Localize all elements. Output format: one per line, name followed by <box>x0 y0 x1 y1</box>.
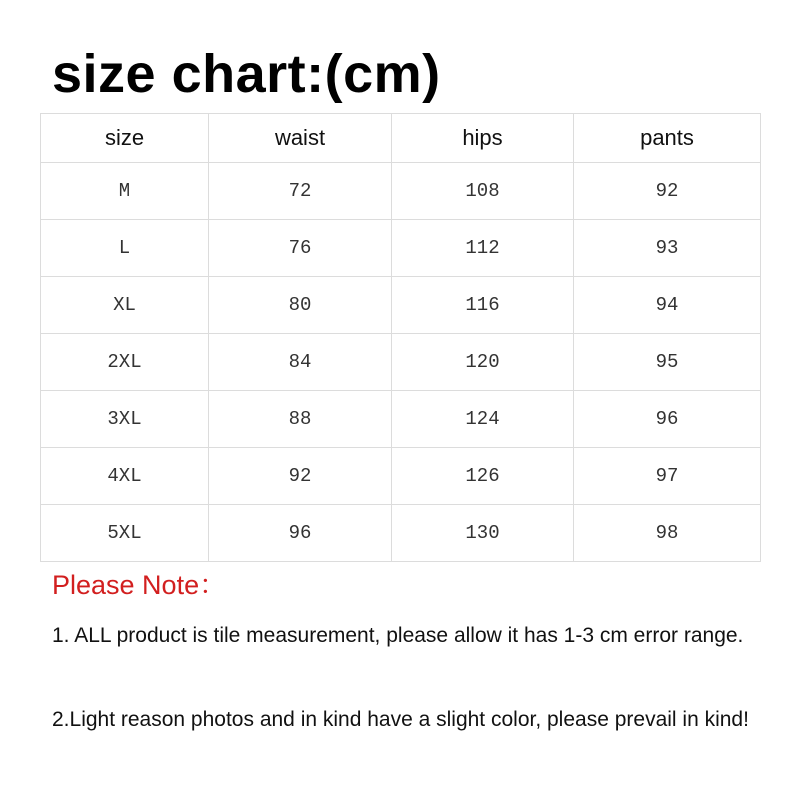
cell-hips: 112 <box>392 220 574 277</box>
table-row <box>41 220 761 277</box>
cell-waist: 88 <box>209 391 392 448</box>
cell-size: L <box>41 220 209 277</box>
page-title: size chart:(cm) <box>52 44 441 104</box>
table-row <box>41 277 761 334</box>
table-row <box>41 334 761 391</box>
cell-size: XL <box>41 277 209 334</box>
cell-pants: 92 <box>574 163 761 220</box>
cell-waist: 96 <box>209 505 392 562</box>
note-measurement: 1. ALL product is tile measurement, please allow it has 1-3 cm error range. <box>52 624 744 647</box>
cell-hips: 126 <box>392 448 574 505</box>
table-row <box>41 448 761 505</box>
cell-hips: 120 <box>392 334 574 391</box>
size-table <box>40 113 761 562</box>
cell-waist: 72 <box>209 163 392 220</box>
note-heading: Please Note： <box>52 570 227 600</box>
table-row <box>41 391 761 448</box>
cell-hips: 108 <box>392 163 574 220</box>
table-row <box>41 505 761 562</box>
cell-pants: 95 <box>574 334 761 391</box>
header-pants: pants <box>574 114 761 163</box>
cell-waist: 76 <box>209 220 392 277</box>
cell-size: 2XL <box>41 334 209 391</box>
cell-pants: 97 <box>574 448 761 505</box>
header-size: size <box>41 114 209 163</box>
cell-hips: 124 <box>392 391 574 448</box>
cell-waist: 84 <box>209 334 392 391</box>
table-row <box>41 163 761 220</box>
cell-size: 4XL <box>41 448 209 505</box>
cell-size: 3XL <box>41 391 209 448</box>
cell-hips: 130 <box>392 505 574 562</box>
note-color: 2.Light reason photos and in kind have a slight color, please prevail in kind! <box>52 708 749 731</box>
cell-size: M <box>41 163 209 220</box>
cell-pants: 93 <box>574 220 761 277</box>
cell-waist: 92 <box>209 448 392 505</box>
cell-size: 5XL <box>41 505 209 562</box>
cell-waist: 80 <box>209 277 392 334</box>
table-header-row <box>41 114 761 163</box>
cell-pants: 96 <box>574 391 761 448</box>
cell-hips: 116 <box>392 277 574 334</box>
cell-pants: 94 <box>574 277 761 334</box>
header-waist: waist <box>209 114 392 163</box>
cell-pants: 98 <box>574 505 761 562</box>
header-hips: hips <box>392 114 574 163</box>
